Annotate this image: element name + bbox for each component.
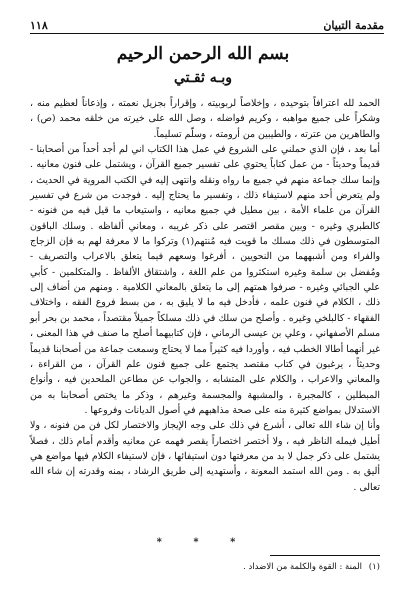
page-number: ١١٨ — [30, 19, 48, 32]
section-separator: * * * — [156, 537, 250, 548]
paragraph-introduction: أما بعد ، فإن الذي حملني على الشروع في عمل هذا الكتاب اني لم أجد أحداً من أصحابنا - قديماً وحديثاً - من عمل كتاباً يحتوي على تفسير جميع القرآن ، ويشتمل على فنون معانيه . وإنما سلك جماعة منهم في جميع ما رواه ونقله وانتهى إليه في الكتب المروية في الحديث ، ولم يتعرض أحد منهم لاستيفاء ذلك ، وتفسير ما يحتاج إليه . فوجدت من شرع في تفسير القرآن من علماء الأمة ، بين مطيل في جميع معانيه ، واستيعاب ما قيل فيه من فنونه - كالطبري وغيره - وبين مقصر اقتصر على ذكر غريبه ، ومعاني ألفاظه . وسلك الباقون المتوسطون في ذلك مسلك ما قويت فيه مُنتهم(١) وتركوا ما لا معرفة لهم به فإن الزجاج والفراء ومن أشبههما من النحويين ، أفرغوا وسعهم فيما يتعلق بالاعراب والتصريف - ومُفضل بن سلمة وغيره استكثروا من علم اللغة ، واشتقاق الألفاظ . والمتكلمين - كأبي علي الجبائي وغيره - صرفوا همتهم إلى ما يتعلق بالمعاني الكلامية . ومنهم من أضاف إلى ذلك ، الكلام في فنون علمه ، فأدخل فيه ما لا يليق به ، من بسط فروع الفقه ، واختلاف الفقهاء - كالبلخي وغيره . وأصلح من سلك في ذلك مسلكاً جميلاً مقتصداً ، محمد بن بحر أبو مسلم الأصفهاني ، وعلي بن عيسى الرماني ، فإن كتابيهما أصلح ما صنف في هذا المعنى ، غير أنهما أطالا الخطب فيه ، وأوردا فيه كثيراً مما لا يحتاج وسمعت جماعة من أصحابنا قديماً وحديثاً ، يرغبون في كتاب مقتصد يجتمع على جميع فنون علم القرآن ، من القراءة ، والمعاني والاعراب ، والكلام على المتشابه ، والجواب عن مطاعن الملحدين فيه ، وأنواع المبطلين ، كالمجبرة ، والمشبهة والمجسمة وغيرهم ، وذكر ما يختص أصحابنا به من الاستدلال بمواضع كثيرة منه على صحة مذاهبهم في أصول الديانات وفروعها . — [30, 144, 381, 416]
header-rule — [30, 33, 384, 34]
footnote-text: المنة : القوة والكلمة من الاضداد . — [243, 562, 363, 572]
running-header — [30, 12, 384, 32]
paragraph-method: وأنا إن شاء الله تعالى ، أشرع في ذلك على وجه الإيجاز والاختصار لكل فن من فنونه ، ولا أطيل فيمله الناظر فيه ، ولا أختصر اختصاراً يقصر فهمه عن معانيه وأقدم أمام ذلك ، فصلاً يشتمل على ذكر جمل لا بد من معرفتها دون استيفائها ، فإن لاستيفاء الكلام فيها مواضع هي أليق به . ومن الله استمد المعونة ، وأستهديه إلى طريق الرشاد ، بمنه وقدرته إن شاء الله تعالى . — [30, 420, 380, 493]
running-title: مقدمة التبيان — [323, 19, 384, 32]
footnote-number: (١) — [368, 562, 380, 572]
paragraph-praise: الحمد لله اعترافاً بتوحيده ، وإخلاصاً لربوبيته ، وإقراراً بجزيل نعمته ، وإذعاناً لعظيم منه ، وشكراً على جميع مواهبه ، وكريم فواضله ، وصل الله على خيرته من خلقه محمد (ص) ، والطاهرين من عترته ، والطيبين من أرومته ، وسلّم تسليماً. — [30, 98, 380, 140]
basmala-heading: بسم الله الرحمن الرحيم — [116, 44, 290, 64]
subheading: وبـه ثقـتي — [173, 70, 233, 86]
footnote-rule — [270, 555, 380, 556]
footnote — [30, 562, 380, 572]
body-text — [30, 96, 380, 495]
